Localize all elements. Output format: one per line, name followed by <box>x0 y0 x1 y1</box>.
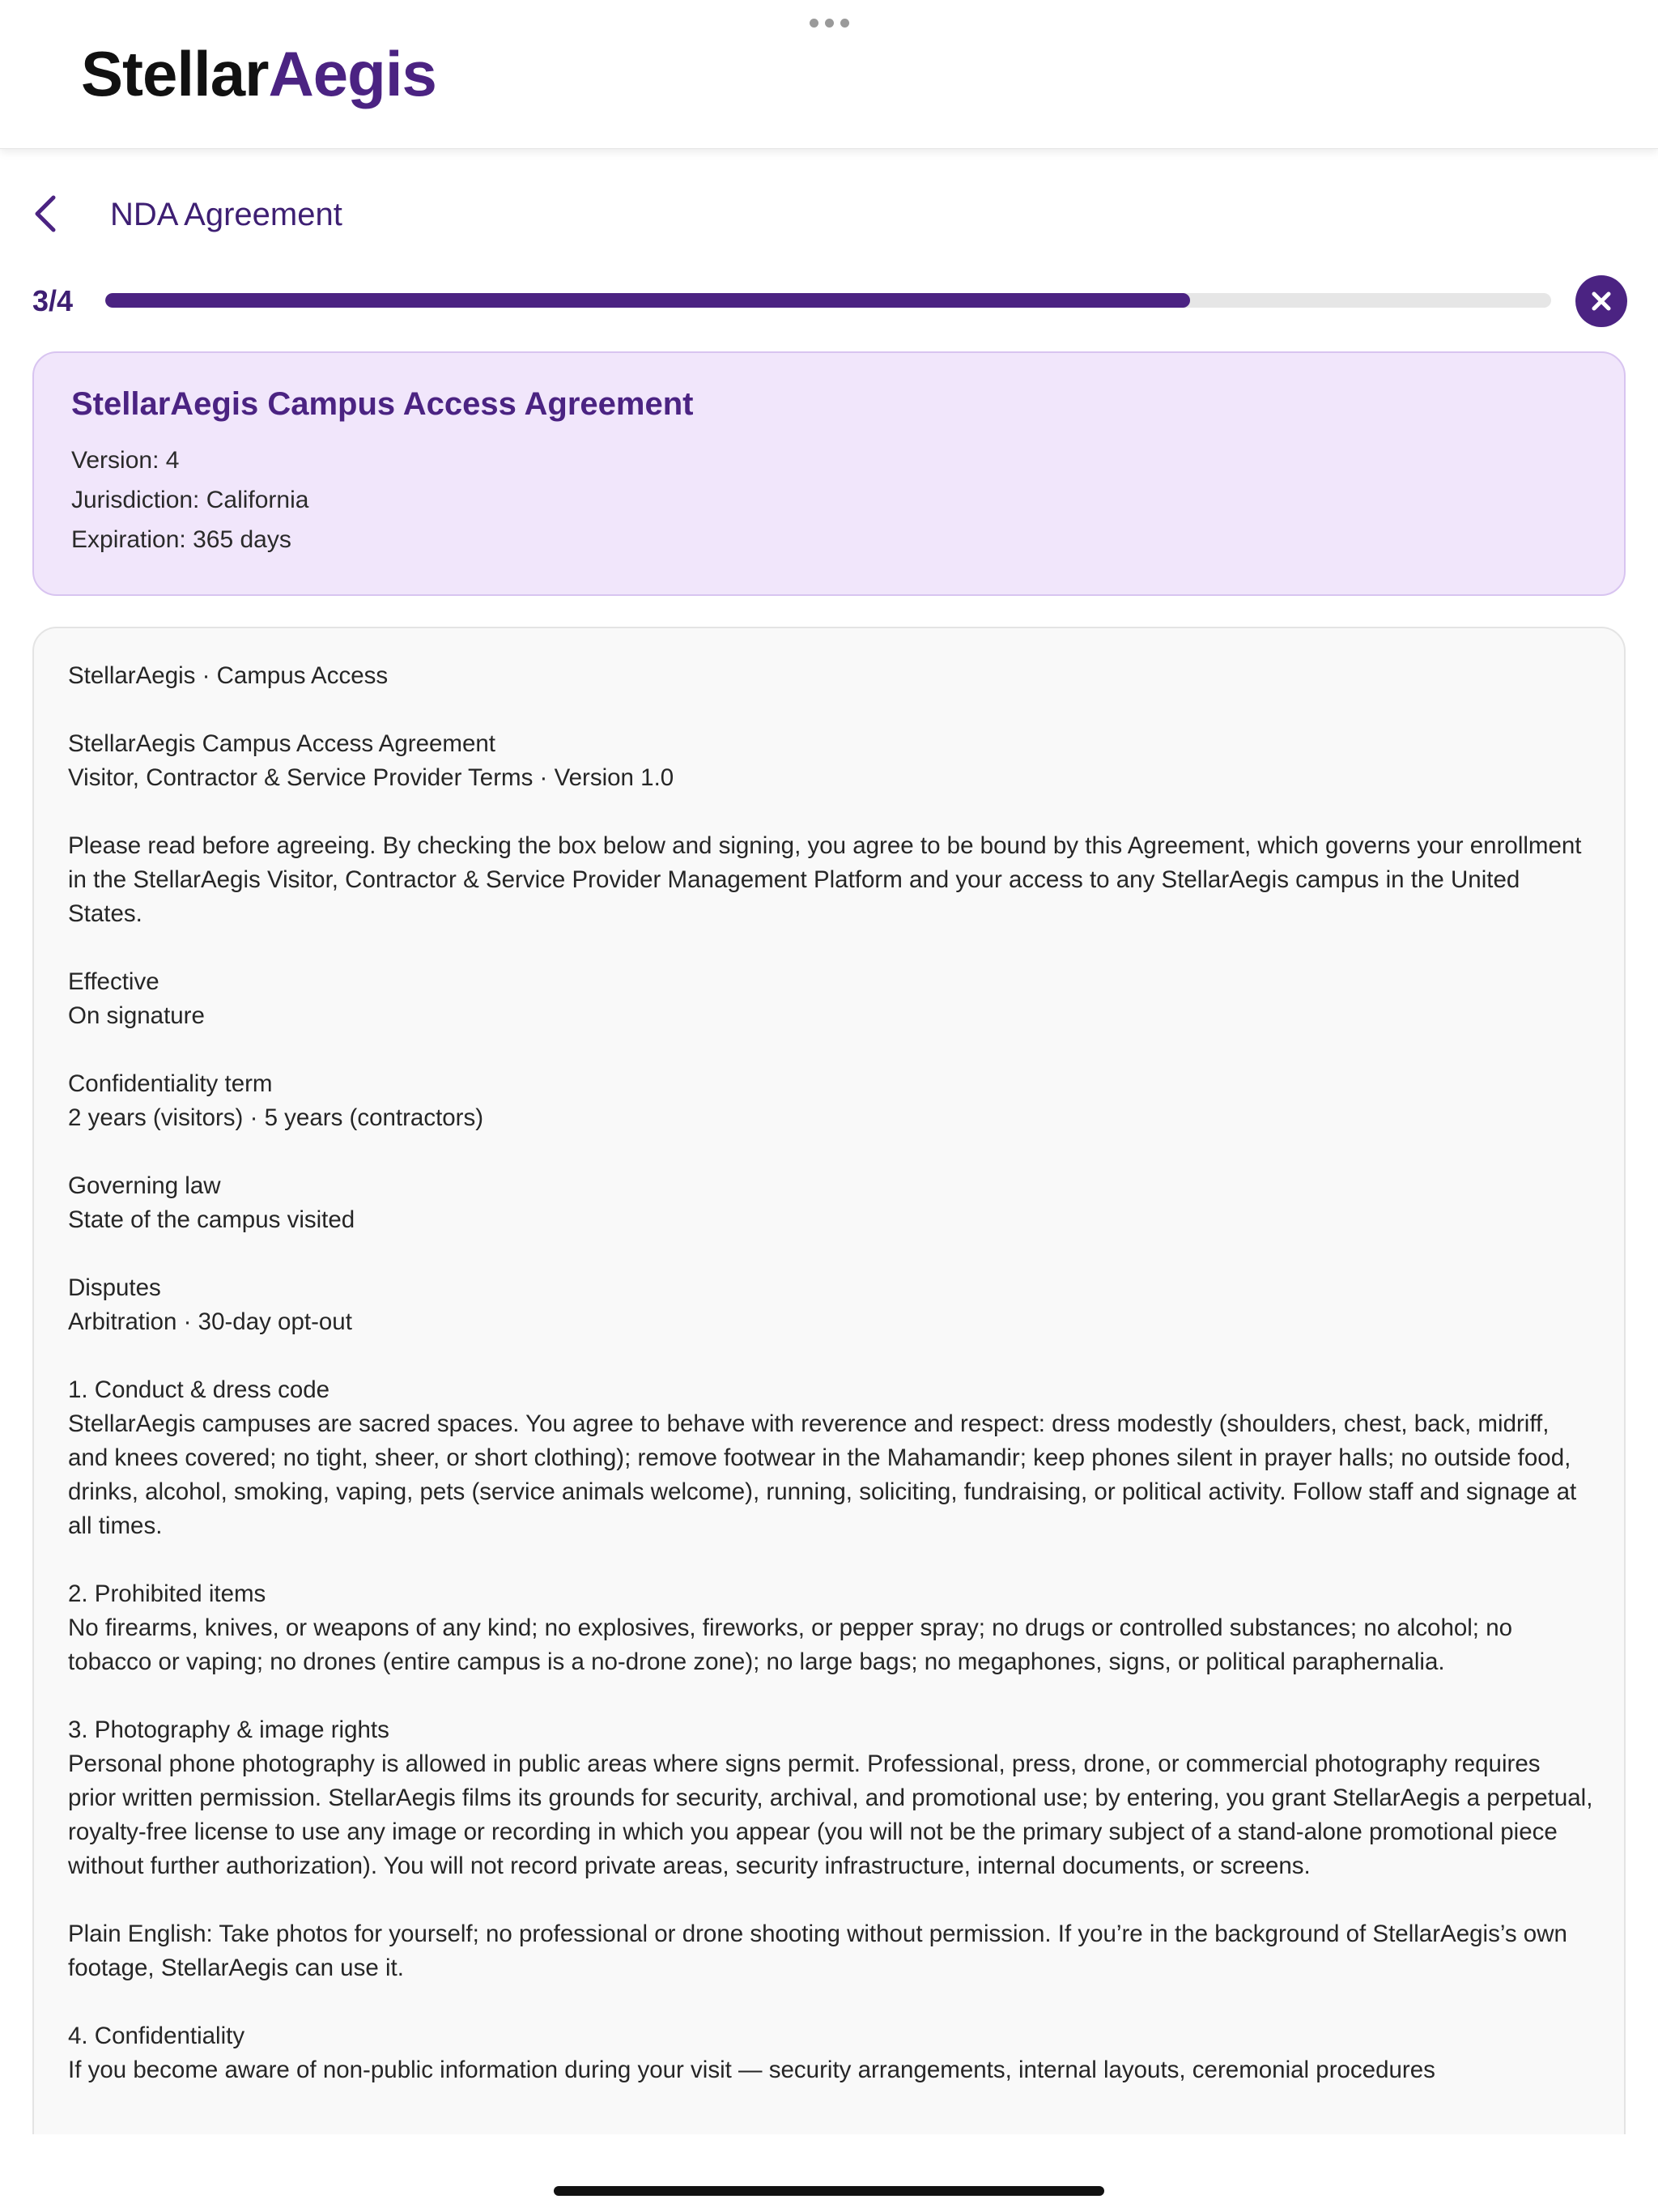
section-heading: 1. Conduct & dress code <box>68 1376 330 1403</box>
section-confidentiality <box>68 2019 1593 2087</box>
section-heading: 2. Prohibited items <box>68 1580 266 1607</box>
section-prohibited-items <box>68 1577 1593 1679</box>
document-heading <box>68 727 1593 795</box>
term-disputes <box>68 1271 1593 1339</box>
agreement-version: Version: 4 <box>71 447 180 474</box>
agreement-expiration: Expiration: 365 days <box>71 526 291 553</box>
app-header <box>0 0 1658 149</box>
term-value: Arbitration · 30-day opt-out <box>68 1308 352 1335</box>
document-text <box>68 659 1593 2087</box>
agreement-title: StellarAegis Campus Access Agreement <box>71 386 694 422</box>
section-heading: 4. Confidentiality <box>68 2023 245 2049</box>
document-intro: Please read before agreeing. By checking the box below and signing, you agree to be bound by this Agreement, which governs your enrollment in the StellarAegis Visitor, Contractor & Service Provider Management Platform and your access to any StellarAegis campus in the United States. <box>68 832 1582 927</box>
home-indicator[interactable] <box>554 2186 1104 2196</box>
agreement-document[interactable] <box>32 627 1626 2134</box>
section-body: Personal phone photography is allowed in public areas where signs permit. Professional, press, drone, or commercial photography requires prior written permission. StellarAegis films its grounds for security, archival, and promotional use; by entering, you grant StellarAegis a perpetual, royalty-free license to use any image or recording in which you appear (you will not be the primary subject of a stand-alone promotional piece without further authorization). You will not record private areas, security infrastructure, internal documents, or screens. <box>68 1750 1593 1879</box>
term-effective <box>68 965 1593 1033</box>
more-options-icon[interactable] <box>805 15 853 31</box>
section-photography <box>68 1713 1593 1883</box>
term-value: On signature <box>68 1002 205 1029</box>
term-label: Confidentiality term <box>68 1070 273 1097</box>
page-title: NDA Agreement <box>110 197 342 232</box>
step-counter: 3/4 <box>32 284 74 317</box>
section-body: No firearms, knives, or weapons of any kind; no explosives, fireworks, or pepper spray; no drugs or controlled substances; no alcohol; no tobacco or vaping; no drones (entire campus is a no-drone zone); no large bags; no megaphones, signs, or political paraphernalia. <box>68 1614 1513 1675</box>
term-label: Disputes <box>68 1274 161 1301</box>
section-conduct <box>68 1373 1593 1543</box>
app-logo <box>81 38 436 109</box>
bottom-safe-area <box>0 2134 1658 2212</box>
section-heading: 3. Photography & image rights <box>68 1716 389 1743</box>
logo-text-aegis: Aegis <box>268 38 436 109</box>
term-value: State of the campus visited <box>68 1206 355 1233</box>
term-label: Effective <box>68 968 159 995</box>
section-body: If you become aware of non-public information during your visit — security arrangements, internal layouts, ceremonial procedures <box>68 2057 1435 2083</box>
logo-text-stellar: Stellar <box>81 38 269 109</box>
section-body: StellarAegis campuses are sacred spaces. You agree to behave with reverence and respect: dress modestly (shoulders, chest, back, midriff, and knees covered; no tight, sheer, or short clothing); remove footwear in the Mahamandir; keep phones silent in prayer halls; no outside food, drinks, alcohol, smoking, vaping, pets (service animals welcome), running, soliciting, fundraising, or political activity. Follow staff and signage at all times. <box>68 1410 1577 1539</box>
term-governing-law <box>68 1169 1593 1237</box>
plain-english-note: Plain English: Take photos for yourself; no professional or drone shooting without permission. If you’re in the background of StellarAegis’s own footage, StellarAegis can use it. <box>68 1921 1567 1981</box>
term-value: 2 years (visitors) · 5 years (contractors) <box>68 1104 484 1131</box>
term-label: Governing law <box>68 1172 221 1199</box>
document-subtitle: Visitor, Contractor & Service Provider Terms · Version 1.0 <box>68 764 674 791</box>
term-confidentiality <box>68 1067 1593 1135</box>
document-brand-line: StellarAegis · Campus Access <box>68 662 389 689</box>
agreement-jurisdiction: Jurisdiction: California <box>71 487 309 513</box>
document-title: StellarAegis Campus Access Agreement <box>68 730 495 757</box>
